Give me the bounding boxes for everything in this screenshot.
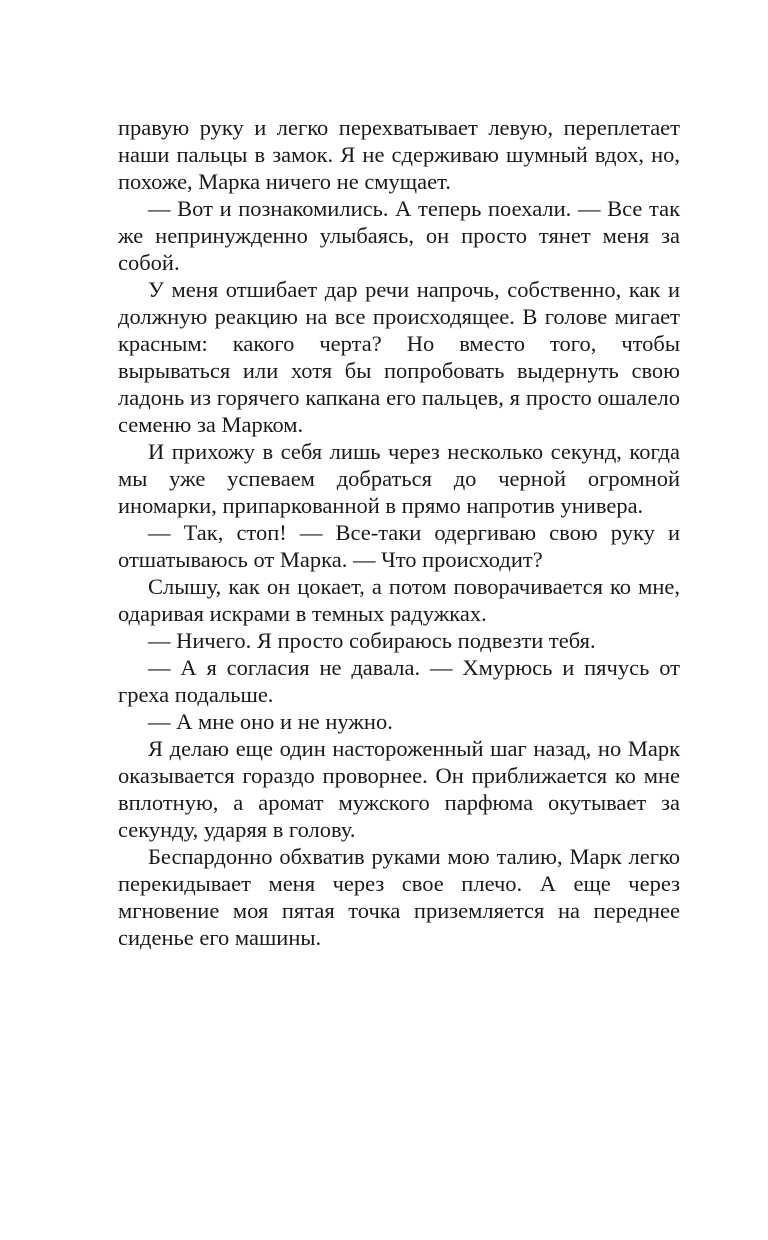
paragraph: — Ничего. Я просто собираюсь подвезти тебя. — [148, 628, 596, 653]
paragraph: — А мне оно и не нужно. — [148, 709, 393, 734]
paragraph: У меня отшибает дар речи напрочь, собственно, как и должную реакцию на все происходящее. В голове мигает красным: какого черта? Но вместо того, чтобы вырываться или хотя бы попробовать выдернуть свою ладонь из горячего капкана его пальцев, я просто ошалело семеню за Марком. — [118, 277, 680, 437]
paragraph: Беспардонно обхватив руками мою талию, Марк легко перекидывает меня через свое плечо. А еще через мгновение моя пятая точка приземляется на переднее сиденье его машины. — [118, 844, 680, 950]
paragraph: И прихожу в себя лишь через несколько секунд, когда мы уже успеваем добраться до черной огромной иномарки, припаркованной в прямо напротив универа. — [118, 439, 680, 518]
paragraph: Я делаю еще один настороженный шаг назад, но Марк оказывается гораздо проворнее. Он приближается ко мне вплотную, а аромат мужского парфюма окутывает за секунду, ударяя в голову. — [118, 736, 680, 842]
paragraph: — А я согласия не давала. — Хмурюсь и пячусь от греха подальше. — [118, 655, 680, 707]
paragraph: Слышу, как он цокает, а потом поворачивается ко мне, одаривая искрами в темных радужках. — [118, 574, 680, 626]
paragraph: — Вот и познакомились. А теперь поехали. — Все так же непринужденно улыбаясь, он просто тянет меня за собой. — [118, 196, 680, 275]
book-page-text — [118, 114, 680, 951]
paragraph: — Так, стоп! — Все-таки одергиваю свою руку и отшатываюсь от Марка. — Что происходит? — [118, 520, 680, 572]
paragraph: правую руку и легко перехватывает левую, переплетает наши пальцы в замок. Я не сдерживаю шумный вдох, но, похоже, Марка ничего не смущает. — [118, 115, 680, 194]
